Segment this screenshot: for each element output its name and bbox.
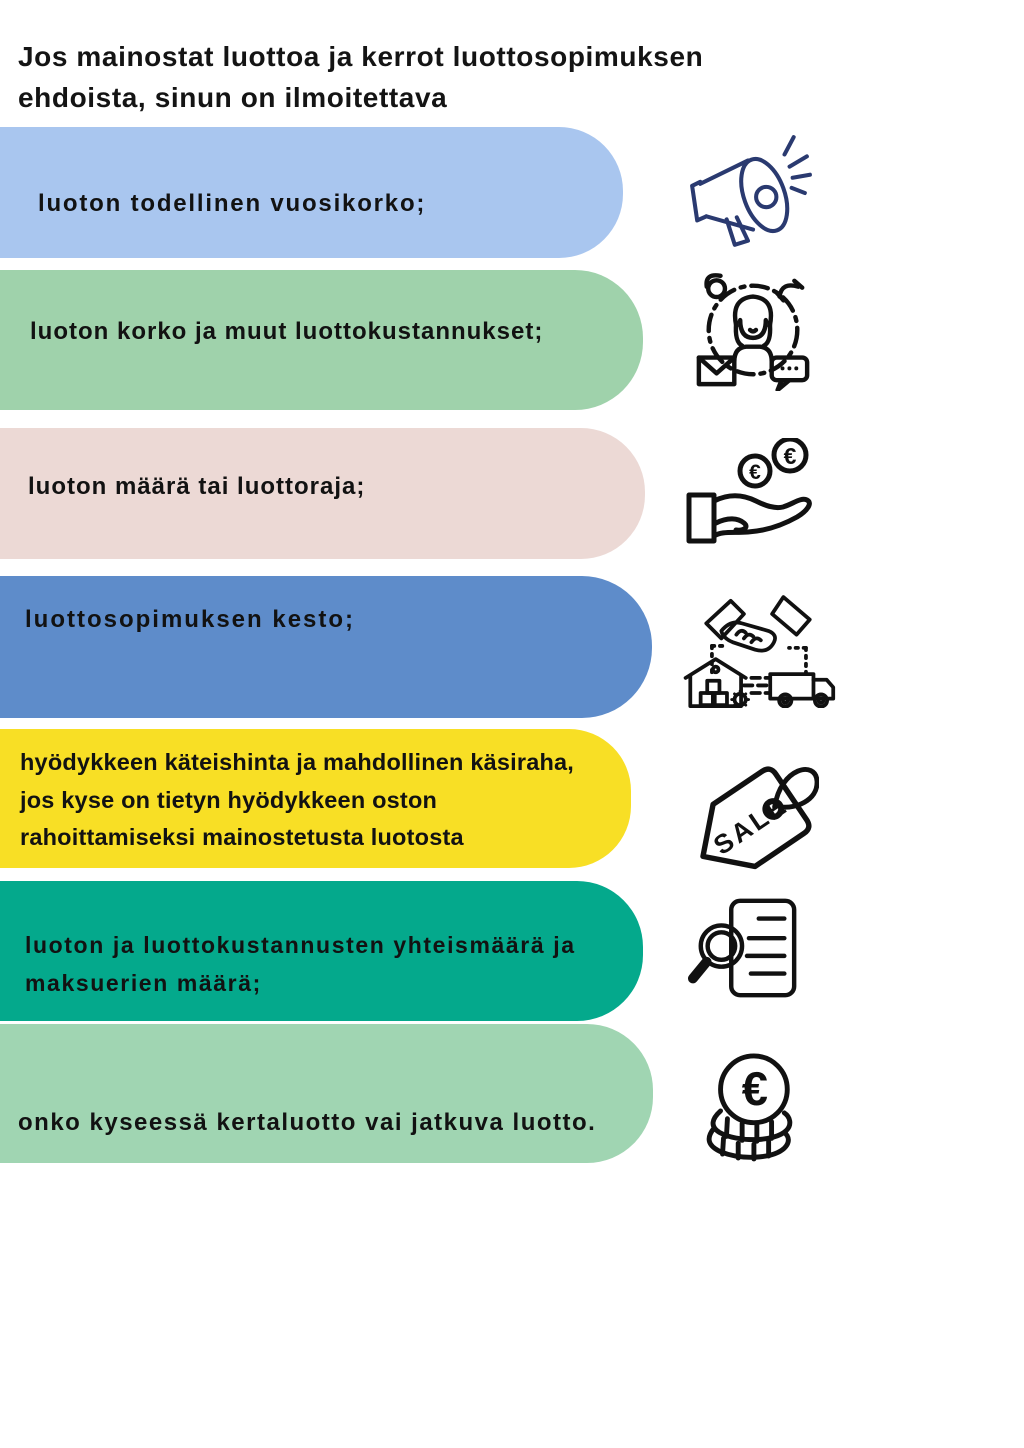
customer-service-icon (692, 267, 814, 391)
euro-symbol: € (741, 1062, 768, 1116)
info-pill-label: luottosopimuksen kesto; (25, 606, 356, 633)
info-pill (0, 127, 623, 258)
info-pill-label: jos kyse on tietyn hyödykkeen oston (20, 786, 438, 813)
info-pill-label: maksuerien määrä; (25, 970, 262, 996)
sale-tag-icon (686, 726, 819, 876)
megaphone-icon (684, 134, 816, 254)
hand-coins-icon (680, 438, 820, 550)
info-pill (0, 881, 643, 1021)
info-pill (0, 1024, 653, 1163)
euro-coins-icon (698, 1050, 801, 1162)
info-pill-label: luoton ja luottokustannusten yhteismäärä ja (25, 932, 576, 958)
info-pill (0, 576, 652, 718)
info-pill-label: luoton todellinen vuosikorko; (38, 189, 427, 217)
info-pill (0, 270, 643, 410)
sale-tag-label: SALE (708, 789, 794, 861)
info-pill (0, 729, 631, 868)
info-pill (0, 428, 645, 559)
page-title-line2: ehdoista, sinun on ilmoitettava (18, 82, 448, 113)
info-pill-label: luoton määrä tai luottoraja; (28, 472, 366, 500)
magnifier-document-icon (686, 891, 804, 1007)
info-pill-label: rahoittamiseksi mainostetusta luotosta (20, 824, 464, 851)
info-pill-label: onko kyseessä kertaluotto vai jatkuva luotto. (18, 1109, 597, 1136)
page-title-line1: Jos mainostat luottoa ja kerrot luottosopimuksen (18, 41, 704, 72)
handshake-delivery-icon (674, 582, 842, 708)
info-pill-label: hyödykkeen käteishinta ja mahdollinen käsiraha, (20, 749, 575, 776)
euro-symbol: € (783, 443, 797, 469)
euro-symbol: € (749, 461, 761, 484)
page-title (18, 36, 838, 118)
info-pill-label: luoton korko ja muut luottokustannukset; (30, 318, 544, 345)
